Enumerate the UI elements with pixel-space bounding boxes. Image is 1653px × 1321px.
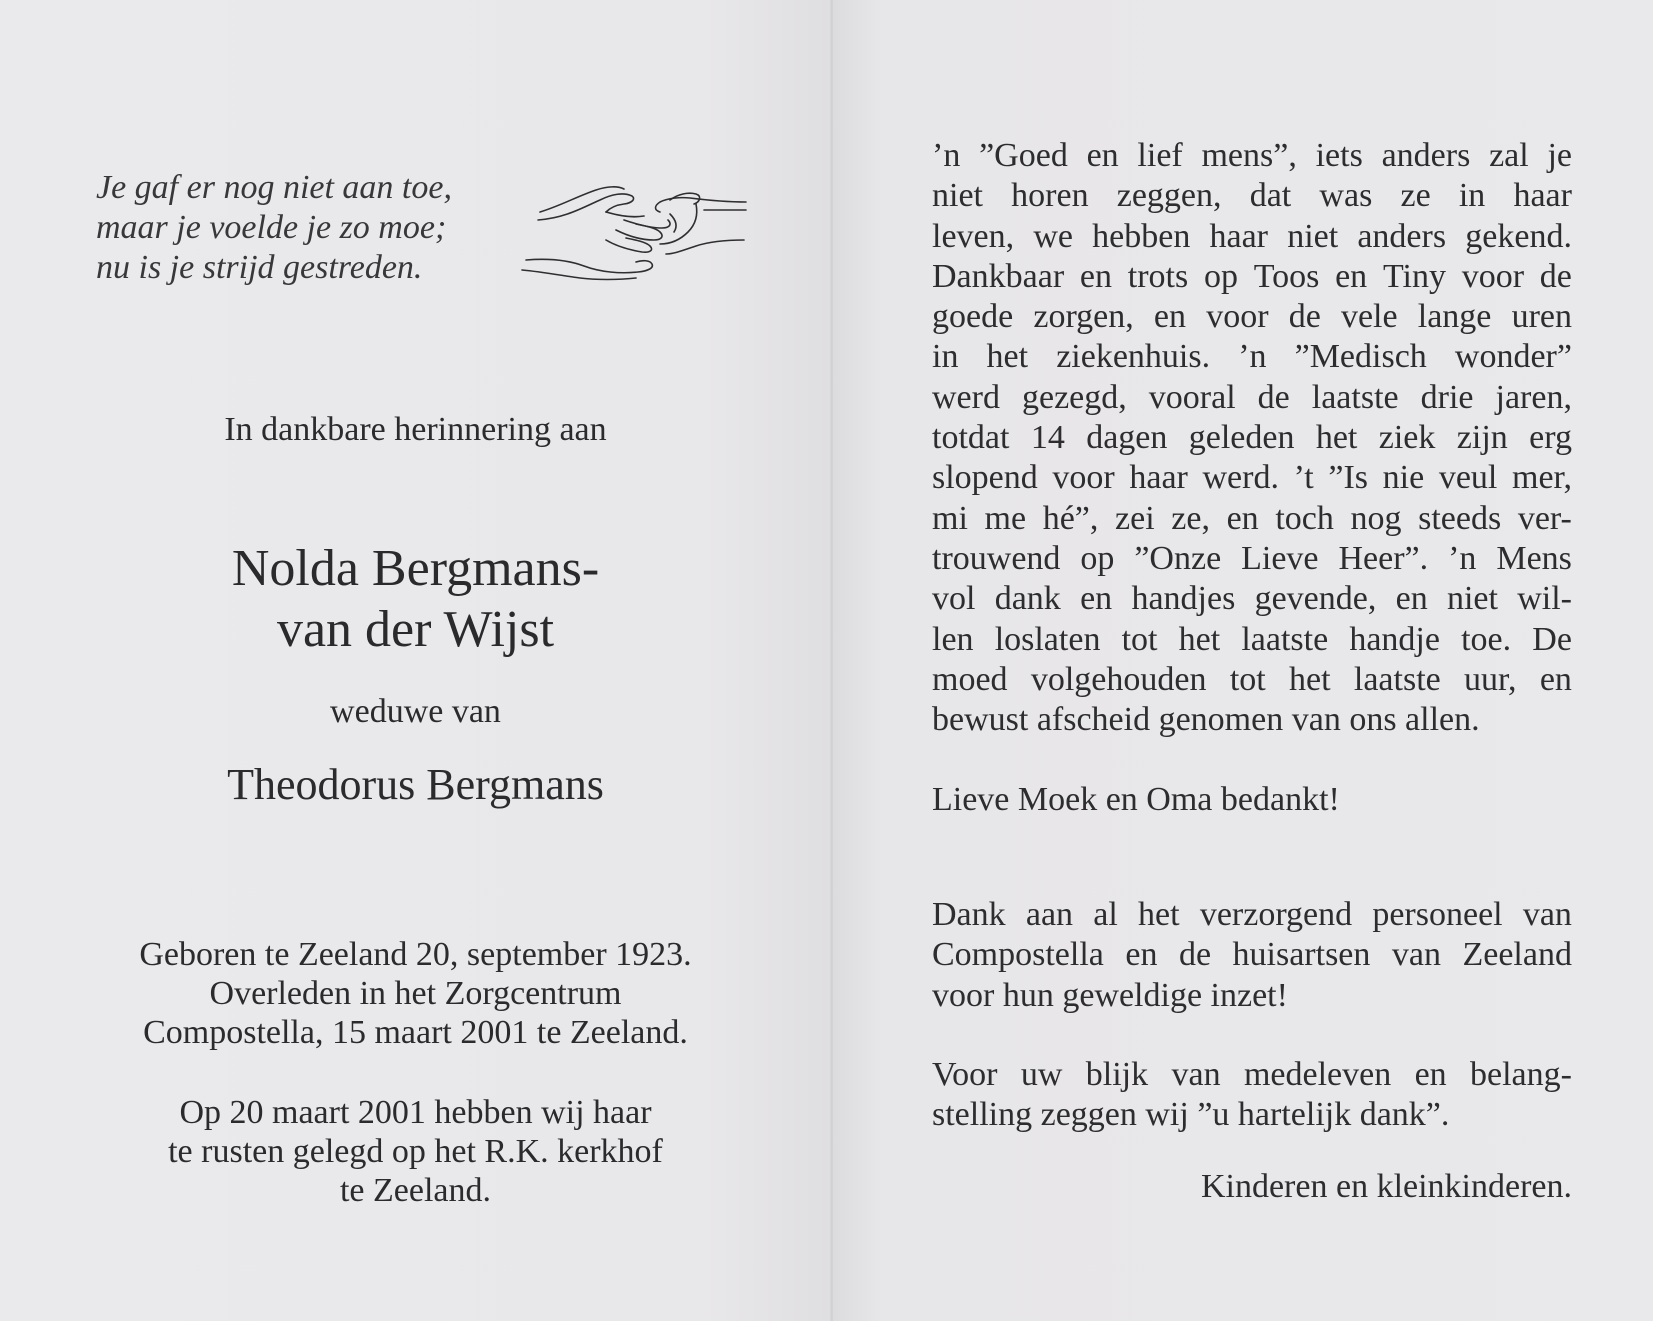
- word: drie: [1420, 378, 1474, 416]
- poem-line: nu is je strijd gestreden.: [96, 249, 423, 286]
- info-line: Compostella, 15 maart 2001 te Zeeland.: [143, 1014, 688, 1051]
- info-line: te rusten gelegd op het R.K. kerkhof: [168, 1133, 663, 1170]
- word: Heer”.: [1338, 539, 1429, 577]
- word: toe.: [1461, 620, 1512, 658]
- thanks-line: [932, 780, 1572, 820]
- word: de: [1178, 936, 1212, 974]
- word: hé”,: [1042, 499, 1099, 537]
- word: personeel: [1372, 896, 1503, 933]
- tribute-paragraph: [932, 136, 1572, 740]
- word: ’n: [1238, 338, 1267, 376]
- word: steeds: [1418, 499, 1502, 537]
- text-line: [932, 935, 1572, 975]
- word: gevende,: [1254, 580, 1377, 618]
- word: dank: [994, 580, 1061, 618]
- word: iets: [1315, 137, 1363, 174]
- word: lange: [1417, 298, 1492, 336]
- word: haar: [1129, 459, 1188, 497]
- word: leven,: [932, 217, 1015, 255]
- word: aan: [1025, 896, 1074, 933]
- word: 14: [1030, 419, 1065, 457]
- word: zei: [1115, 499, 1155, 537]
- thanks-text: Lieve Moek en Oma bedankt!: [932, 781, 1340, 818]
- word: Tiny: [1382, 257, 1446, 295]
- word: voor: [1052, 459, 1115, 497]
- word: trots: [1127, 257, 1189, 295]
- signature: Kinderen en kleinkinderen.: [1200, 1168, 1572, 1205]
- word: lief: [1137, 137, 1183, 174]
- text-line: [932, 378, 1572, 418]
- birth-death-info: [0, 935, 831, 1052]
- word: laatste: [1311, 378, 1399, 416]
- word: en: [1086, 137, 1119, 174]
- word: dat: [1249, 177, 1292, 215]
- word: en: [1539, 660, 1572, 698]
- word: len: [932, 620, 974, 658]
- word: ”Onze: [1134, 539, 1222, 577]
- word: van: [1391, 936, 1441, 974]
- word: anders: [1357, 217, 1447, 255]
- word: tot: [1121, 620, 1158, 658]
- word: mer,: [1512, 459, 1572, 497]
- word: verzorgend: [1199, 896, 1353, 933]
- word: tot: [1229, 660, 1266, 698]
- widow-of-text: weduwe van: [330, 693, 501, 730]
- word: het: [1315, 419, 1358, 457]
- text-line: [932, 136, 1572, 176]
- word: en: [1414, 1056, 1447, 1093]
- word: en: [1395, 580, 1428, 618]
- word: al: [1093, 896, 1118, 933]
- info-line: Geboren te Zeeland 20, september 1923.: [139, 936, 692, 973]
- word: en: [1125, 936, 1158, 974]
- word: loslaten: [994, 620, 1101, 658]
- word: we: [1033, 217, 1073, 255]
- word: van: [1171, 1056, 1221, 1093]
- word: moed: [932, 660, 1008, 698]
- word: volgehouden: [1030, 660, 1207, 698]
- word: haar: [1209, 217, 1269, 255]
- word: medeleven: [1243, 1056, 1392, 1093]
- word: Toos: [1253, 257, 1320, 295]
- word: niet: [1287, 217, 1339, 255]
- word: en: [1335, 257, 1368, 295]
- word: ”Is: [1328, 459, 1369, 497]
- word: Dankbaar: [932, 257, 1065, 295]
- word: werd: [932, 378, 1000, 416]
- word: Zeeland: [1462, 936, 1572, 974]
- word: in: [932, 338, 959, 376]
- word: laatste: [1353, 660, 1441, 698]
- word: Dank: [932, 896, 1006, 933]
- poem-line: Je gaf er nog niet aan toe,: [96, 169, 452, 206]
- word: zal: [1489, 137, 1529, 174]
- word: handjes: [1131, 580, 1236, 618]
- info-line: Overleden in het Zorgcentrum: [209, 975, 622, 1012]
- word: zijn: [1456, 419, 1508, 457]
- word: ze,: [1171, 499, 1210, 537]
- word: het: [986, 338, 1029, 376]
- text-line: [932, 217, 1572, 257]
- word: wil-: [1517, 580, 1572, 618]
- word: zorgen,: [1033, 298, 1134, 336]
- word: de: [1539, 257, 1572, 295]
- word: gekend.: [1465, 217, 1572, 255]
- word: zeggen,: [1116, 177, 1222, 215]
- word: en: [1080, 580, 1113, 618]
- poem: [96, 168, 516, 288]
- word: mi: [932, 499, 968, 537]
- word: totdat: [932, 419, 1010, 457]
- word: uur,: [1464, 660, 1517, 698]
- word: werd.: [1202, 459, 1279, 497]
- burial-info: [0, 1093, 831, 1210]
- word: ’n: [1448, 539, 1477, 577]
- word: toch: [1275, 499, 1334, 537]
- word: het: [1138, 896, 1180, 933]
- word: ’n: [932, 137, 961, 174]
- word: ze: [1400, 177, 1431, 215]
- word: ziekenhuis.: [1056, 338, 1211, 376]
- word: op: [1080, 539, 1115, 577]
- word: handje: [1349, 620, 1440, 658]
- handshake-icon: [520, 180, 750, 290]
- word: uw: [1020, 1056, 1063, 1093]
- word: voor: [1206, 298, 1269, 336]
- word: dagen: [1086, 419, 1168, 457]
- text-line: bewust afscheid genomen van ons allen.: [932, 701, 1480, 739]
- word: uren: [1511, 298, 1572, 336]
- text-line: [932, 499, 1572, 539]
- name-line: van der Wijst: [276, 601, 555, 658]
- word: vol: [932, 580, 976, 618]
- word: De: [1532, 620, 1572, 658]
- word: laatste: [1241, 620, 1329, 658]
- closing-paragraph: [932, 1055, 1572, 1136]
- text-line: [932, 297, 1572, 337]
- word: erg: [1529, 419, 1572, 457]
- word: ziek: [1378, 419, 1436, 457]
- word: niet: [1446, 580, 1498, 618]
- text-line: [932, 458, 1572, 498]
- word: me: [984, 499, 1027, 537]
- word: vele: [1340, 298, 1398, 336]
- word: ”Goed: [979, 137, 1068, 174]
- word: niet: [932, 177, 983, 215]
- text-line: [932, 418, 1572, 458]
- word: vooral: [1148, 378, 1236, 416]
- word: de: [1288, 298, 1321, 336]
- word: in: [1458, 177, 1486, 215]
- word: Mens: [1496, 539, 1572, 577]
- word: trouwend: [932, 539, 1061, 577]
- text-line: [932, 895, 1572, 935]
- word: je: [1547, 137, 1572, 174]
- word: Compostella: [932, 936, 1104, 974]
- text-line: stelling zeggen wij ”u hartelijk dank”.: [932, 1096, 1450, 1134]
- poem-line: maar je voelde je zo moe;: [96, 209, 447, 246]
- word: Lieve: [1241, 539, 1319, 577]
- text-line: [932, 579, 1572, 619]
- word: van: [1522, 896, 1572, 933]
- word: gezegd,: [1021, 378, 1127, 416]
- info-line: Op 20 maart 2001 hebben wij haar: [179, 1094, 652, 1131]
- word: op: [1203, 257, 1238, 295]
- word: jaren,: [1495, 378, 1572, 416]
- name-line: Nolda Bergmans-: [231, 540, 600, 597]
- text-line: [932, 176, 1572, 216]
- text-line: [932, 1055, 1572, 1095]
- word: blijk: [1085, 1056, 1149, 1093]
- husband-name: Theodorus Bergmans: [227, 760, 604, 809]
- word: mens”,: [1201, 137, 1297, 174]
- word: het: [1178, 620, 1221, 658]
- word: huisartsen: [1232, 936, 1371, 974]
- text-line: [932, 660, 1572, 700]
- text-line: [932, 620, 1572, 660]
- word: belang-: [1470, 1056, 1572, 1093]
- word: het: [1289, 660, 1331, 698]
- text-line: [932, 539, 1572, 579]
- word: en: [1079, 257, 1112, 295]
- word: nie: [1382, 459, 1425, 497]
- word: veul: [1438, 459, 1498, 497]
- text-line: [932, 337, 1572, 377]
- word: wonder”: [1454, 338, 1572, 376]
- word: en: [1226, 499, 1259, 537]
- word: goede: [932, 298, 1014, 336]
- deceased-name: [0, 538, 831, 660]
- word: ’t: [1293, 459, 1314, 497]
- gratitude-paragraph: [932, 895, 1572, 1016]
- word: en: [1153, 298, 1187, 336]
- word: hebben: [1092, 217, 1191, 255]
- word: ”Medisch: [1294, 338, 1427, 376]
- word: anders: [1381, 137, 1471, 174]
- word: was: [1319, 177, 1373, 215]
- text-line: voor hun geweldige inzet!: [932, 976, 1288, 1014]
- word: Voor: [932, 1056, 998, 1093]
- word: haar: [1513, 177, 1572, 215]
- word: horen: [1011, 177, 1089, 215]
- word: slopend: [932, 459, 1038, 497]
- text-line: [932, 257, 1572, 297]
- word: voor: [1461, 257, 1525, 295]
- info-line: te Zeeland.: [339, 1172, 492, 1209]
- intro-text: In dankbare herinnering aan: [224, 411, 607, 448]
- word: geleden: [1188, 419, 1295, 457]
- word: ver-: [1517, 499, 1572, 537]
- word: nog: [1350, 499, 1402, 537]
- word: de: [1257, 378, 1290, 416]
